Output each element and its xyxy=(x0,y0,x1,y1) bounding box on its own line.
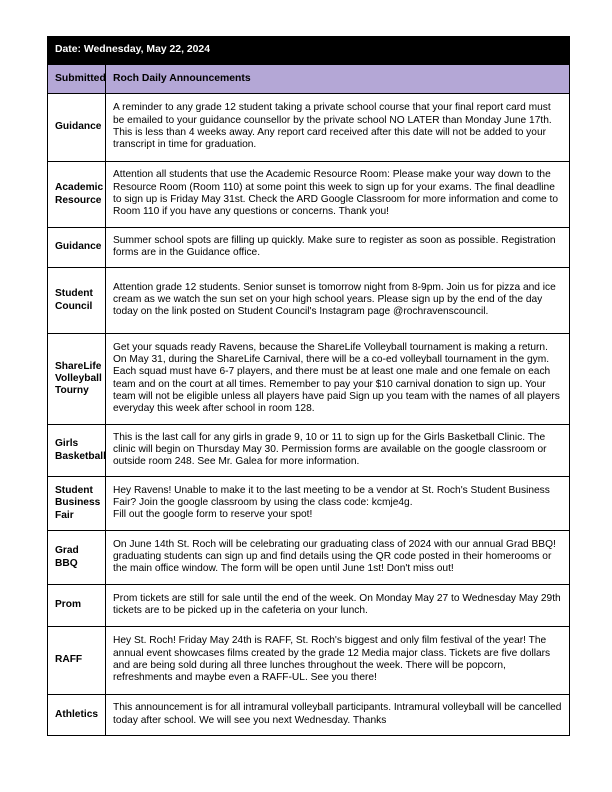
date-row xyxy=(48,37,570,65)
submitted-by: RAFF xyxy=(48,627,106,695)
announcement-row xyxy=(48,334,570,425)
submitted-by: Guidance xyxy=(48,228,106,268)
header-row xyxy=(48,65,570,94)
announcement-text: Get your squads ready Ravens, because the ShareLife Volleyball tournament is making a return. On May 31, during the ShareLife Carnival, there will be a co-ed volleyball tournament in the gym. Each squad must have 6-7 players, and there must be at least one male and one female on each team and on the court at all times. Remember to pay your $10 carnival donation to sign up. Your team will not be eligible unless all players have paid Sign up you team with the names of all players everyday this week after school in room 128. xyxy=(106,334,570,425)
announcement-row xyxy=(48,425,570,477)
announcement-row xyxy=(48,627,570,695)
announcement-row xyxy=(48,162,570,228)
announcement-text: Prom tickets are still for sale until the end of the week. On Monday May 27 to Wednesday May 29th tickets are to be picked up in the cafeteria on your lunch. xyxy=(106,585,570,627)
submitted-by: Girls Basketball xyxy=(48,425,106,477)
submitted-by: Athletics xyxy=(48,695,106,736)
announcement-row xyxy=(48,531,570,585)
announcement-text: This is the last call for any girls in grade 9, 10 or 11 to sign up for the Girls Basketball Clinic. The clinic will begin on Thursday May 30. Permission forms are available on the google classroom or outside room 248. See Mr. Galea for more information. xyxy=(106,425,570,477)
announcement-text: On June 14th St. Roch will be celebrating our graduating class of 2024 with our annual Grad BBQ! graduating students can sign up and find details using the QR code posted in their homerooms or the main office window. The form will be open until June 1st! Don't miss out! xyxy=(106,531,570,585)
announcement-text: This announcement is for all intramural volleyball participants. Intramural volleyball will be cancelled today after school. We will see you next Wednesday. Thanks xyxy=(106,695,570,736)
submitted-by: ShareLife Volleyball Tourny xyxy=(48,334,106,425)
announcement-row xyxy=(48,228,570,268)
announcement-cell xyxy=(106,477,570,531)
submitted-by: Academic Resource xyxy=(48,162,106,228)
announcement-text: Attention grade 12 students. Senior sunset is tomorrow night from 8-9pm. Join us for pizza and ice cream as we watch the sun set on your high school years. Please sign up by the end of the day today on the link posted on Student Council's Instagram page @rochravenscouncil. xyxy=(106,268,570,334)
submitted-by: Student Council xyxy=(48,268,106,334)
announcements-sheet xyxy=(47,36,570,736)
submitted-by: Grad BBQ xyxy=(48,531,106,585)
announcement-row xyxy=(48,585,570,627)
announcement-text: Summer school spots are filling up quickly. Make sure to register as soon as possible. Registration forms are in the Guidance office. xyxy=(106,228,570,268)
submitted-by: Prom xyxy=(48,585,106,627)
announcement-text: Hey Ravens! Unable to make it to the last meeting to be a vendor at St. Roch's Student Business Fair? Join the google classroom by using the class code: kcmje4g. xyxy=(113,484,550,508)
announcement-row xyxy=(48,94,570,162)
announcement-text: Attention all students that use the Academic Resource Room: Please make your way down to the Resource Room (Room 110) at some point this week to sign up for your exams. The final deadline to sign up is Friday May 31st. Check the ARD Google Classroom for more information and come to Room 110 if you have any questions or concerns. Thank you! xyxy=(106,162,570,228)
announcement-row xyxy=(48,695,570,736)
announcement-row xyxy=(48,268,570,334)
announcement-text: A reminder to any grade 12 student taking a private school course that your final report card must be emailed to your guidance counsellor by the private school NO LATER than Monday June 17th. This is less than 4 weeks away. Any report card received after this date will not be added to your transcript in time for graduation. xyxy=(106,94,570,162)
announcement-row xyxy=(48,477,570,531)
announcement-text: Hey St. Roch! Friday May 24th is RAFF, St. Roch's biggest and only film festival of the year! The annual event showcases films created by the grade 12 Media major class. Tickets are five dollars and are being sold during all three lunches throughout the week. There will be popcorn, refreshments and maybe even a RAFF-UL. See you there! xyxy=(106,627,570,695)
submitted-by: Guidance xyxy=(48,94,106,162)
announcement-text-line2: Fill out the google form to reserve your spot! xyxy=(113,509,313,521)
date-label: Date: Wednesday, May 22, 2024 xyxy=(48,37,570,65)
announcements-header: Roch Daily Announcements xyxy=(106,65,570,94)
announcements-table xyxy=(47,36,570,736)
submitted-by: Student Business Fair xyxy=(48,477,106,531)
submitted-header: Submitted xyxy=(48,65,106,94)
